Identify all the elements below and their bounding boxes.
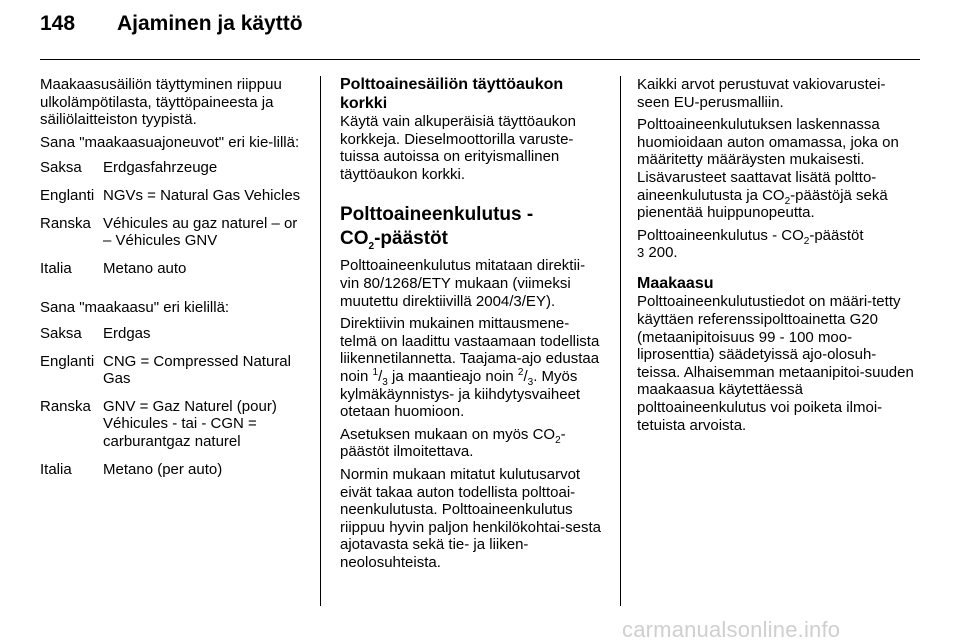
paragraph-ngv-languages: Sana "maakaasuajoneuvot" eri kie-lillä: bbox=[40, 133, 300, 151]
paragraph-norm: Normin mukaan mitatut kulutusarvot eivät takaa auton todellista polttoai-neenkulutusta. Polttoaineenkulutus riippuu hyvin paljon henkilökohtai-sesta ajotavasta sekä tie- ja liiken-neolosuhteista. bbox=[340, 465, 601, 571]
page-title: Ajaminen ja käyttö bbox=[117, 12, 303, 35]
page-reference-arrow-icon[interactable]: 3 bbox=[637, 245, 645, 261]
paragraph-tank-filling: Maakaasusäiliön täyttyminen riippuu ulkolämpötilasta, täyttöpaineesta ja säiliölaitteiston tyypistä. bbox=[40, 76, 282, 129]
paragraph-measurement: Polttoaineenkulutus mitataan direktii-vin 80/1268/ETY mukaan (viimeksi muutettu direktiivillä 2004/3/EY). bbox=[340, 257, 586, 310]
watermark: carmanualsonline.info bbox=[622, 617, 841, 642]
column-3 bbox=[637, 76, 915, 439]
heading-fuel-consumption: Polttoaineenkulutus - $CO_2$-päästöt bbox=[340, 204, 534, 253]
table-row: Saksa Erdgas bbox=[40, 324, 151, 342]
paragraph-eu-model: Kaikki arvot perustuvat vakiovarustei-seen EU-perusmalliin. bbox=[637, 76, 886, 111]
heading-natural-gas: Maakaasu bbox=[637, 274, 714, 292]
heading-filler-cap: Polttoainesäiliön täyttöaukon korkki bbox=[340, 76, 564, 112]
table-row: Saksa Erdgasfahrzeuge bbox=[40, 159, 218, 177]
paragraph-filler-cap: Käytä vain alkuperäisiä täyttöaukon korkkeja. Dieselmoottorilla varuste-tuissa autoissa on erityismallinen täyttöaukon korkki. bbox=[340, 113, 576, 183]
column-divider-2 bbox=[620, 76, 621, 606]
page-number: 148 bbox=[40, 12, 76, 35]
column-2 bbox=[340, 76, 604, 576]
paragraph-calculation: Polttoaineenkulutuksen laskennassa huomioidaan auton omamassa, joka on määritetty määräysten mukaisesti. Lisävarusteet saattavat lisätä poltto-aineenkulutusta ja $CO_2$-päästöjä sekä pienentää huippunopeutta. bbox=[637, 116, 899, 222]
ngv-language-table bbox=[40, 159, 308, 287]
paragraph-directive: Direktiivin mukainen mittausmene-telmä on laadittu vastaamaan todellista liikennetilannetta. Taajama-ajo edustaa noin $^1/_3$ ja maantieajo noin $^2/_3$. Myös kylmäkäynnistys- ja kiihdytysvaiheet otetaan huomioon. bbox=[340, 315, 600, 421]
paragraph-co2-regulation: Asetuksen mukaan on myös $CO_2$-päästöt ilmoitettava. bbox=[340, 425, 566, 461]
table-row: Italia Metano auto bbox=[40, 259, 187, 277]
paragraph-natural-gas: Polttoaineenkulutustiedot on määri-tetty käyttäen referenssipolttoainetta G20 (metaanipitoisuus 99 - 100 moo-liprosenttia) säädetyissä ajo-olosuh-teissa. Alhaisemman metaanipitoi-suuden maakaasua käytettäessä polttoaineenkulutus voi poiketa ilmoi-tetuista arvoista. bbox=[637, 293, 914, 434]
header-rule bbox=[40, 59, 920, 60]
page-reference-link[interactable]: 200. bbox=[644, 244, 678, 262]
table-row: Englanti CNG = Compressed Natural Gas bbox=[40, 352, 291, 388]
table-row: Ranska Véhicules au gaz naturel – or – Véhicules GNV bbox=[40, 214, 298, 250]
column-divider-1 bbox=[320, 76, 321, 606]
table-row: Englanti NGVs = Natural Gas Vehicles bbox=[40, 186, 301, 204]
table-row: Ranska GNV = Gaz Naturel (pour) Véhicules - tai - CGN = carburantgaz naturel bbox=[40, 397, 277, 450]
column-1 bbox=[40, 76, 308, 500]
paragraph-reference: Polttoaineenkulutus - $CO_2$-päästöt 3 200. bbox=[637, 226, 864, 262]
gas-language-table bbox=[40, 325, 308, 488]
page-header bbox=[40, 12, 920, 52]
table-row: Italia Metano (per auto) bbox=[40, 460, 223, 478]
paragraph-gas-languages: Sana "maakaasu" eri kielillä: bbox=[40, 299, 230, 317]
